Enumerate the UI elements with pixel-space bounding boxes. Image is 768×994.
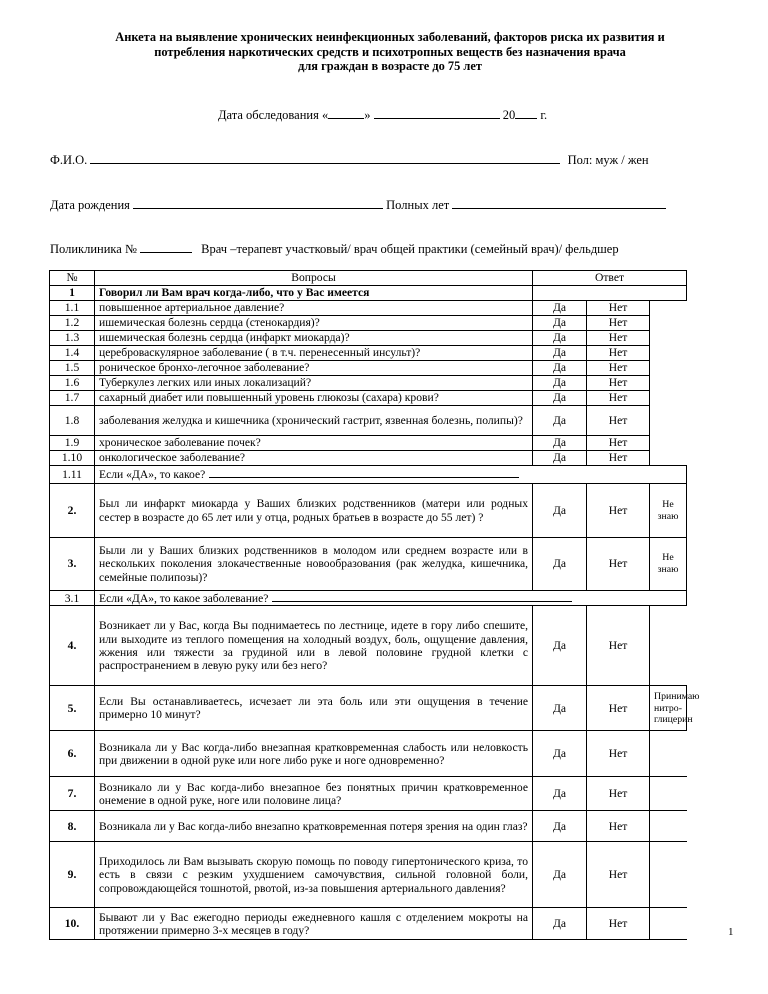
answer-yes[interactable]: Да bbox=[533, 361, 587, 376]
question-text: Если Вы останавливаетесь, исчезает ли эта боль или эти ощущения в течение примерно 10 минут? bbox=[95, 686, 533, 731]
answer-no[interactable]: Нет bbox=[587, 484, 650, 538]
answer-yes[interactable]: Да bbox=[533, 346, 587, 361]
answer-empty bbox=[650, 436, 687, 451]
col-header-number: № bbox=[50, 271, 95, 286]
exam-date-line: Дата обследования « » 20 г. bbox=[218, 108, 548, 122]
answer-empty bbox=[650, 406, 687, 436]
age-field[interactable] bbox=[452, 197, 666, 209]
title-line-3: для граждан в возрасте до 75 лет bbox=[298, 59, 482, 73]
title-line-2: потребления наркотических средств и психотропных веществ без назначения врача bbox=[154, 44, 626, 59]
question-text: повышенное артериальное давление? bbox=[95, 301, 533, 316]
answer-yes[interactable]: Да bbox=[533, 316, 587, 331]
answer-yes[interactable]: Да bbox=[533, 731, 587, 777]
answer-no[interactable]: Нет bbox=[587, 842, 650, 908]
table-row bbox=[50, 908, 687, 940]
table-row bbox=[50, 391, 687, 406]
table-row bbox=[50, 466, 687, 484]
table-row bbox=[50, 842, 687, 908]
answer-no[interactable]: Нет bbox=[587, 346, 650, 361]
answer-empty bbox=[650, 391, 687, 406]
question-number: 1.5 bbox=[50, 361, 95, 376]
answer-no[interactable]: Нет bbox=[587, 301, 650, 316]
specify-row bbox=[95, 466, 687, 484]
question-number: 1.6 bbox=[50, 376, 95, 391]
question-number: 1.2 bbox=[50, 316, 95, 331]
specify-field[interactable] bbox=[209, 467, 519, 478]
answer-no[interactable]: Нет bbox=[587, 908, 650, 940]
question-text: заболевания желудка и кишечника (хронический гастрит, язвенная болезнь, полипы)? bbox=[95, 406, 533, 436]
answer-yes[interactable]: Да bbox=[533, 777, 587, 811]
answer-yes[interactable]: Да bbox=[533, 331, 587, 346]
question-number: 3.1 bbox=[50, 591, 95, 606]
answer-empty bbox=[650, 451, 687, 466]
question-text: онкологическое заболевание? bbox=[95, 451, 533, 466]
question-text: Возникала ли у Вас когда-либо внезапная кратковременная слабость или неловкость при движении в одной руке или ноге либо руке и ноге одновременно? bbox=[95, 731, 533, 777]
exam-date-label: Дата обследования « bbox=[218, 108, 329, 122]
question-text: ишемическая болезнь сердца (инфаркт миокарда)? bbox=[95, 331, 533, 346]
answer-yes[interactable]: Да bbox=[533, 811, 587, 842]
question-number: 2. bbox=[50, 484, 95, 538]
question-text: Если «ДА», то какое заболевание? bbox=[99, 592, 269, 605]
question-text: ишемическая болезнь сердца (стенокардия)? bbox=[95, 316, 533, 331]
question-number: 1.8 bbox=[50, 406, 95, 436]
answer-yes[interactable]: Да bbox=[533, 538, 587, 591]
table-row bbox=[50, 606, 687, 686]
question-number: 4. bbox=[50, 606, 95, 686]
question-number: 1.1 bbox=[50, 301, 95, 316]
question-text: Приходилось ли Вам вызывать скорую помощь по поводу гипертонического криза, то есть в связи с резким ухудшением самочувствия, сильной головной боли, сопровождающейся тошнотой, рвотой, из-за повышения артериального давления? bbox=[95, 842, 533, 908]
table-row bbox=[50, 316, 687, 331]
exam-year-field[interactable] bbox=[515, 107, 537, 119]
question-text: Говорил ли Вам врач когда-либо, что у Вас имеется bbox=[95, 286, 533, 301]
specify-field[interactable] bbox=[272, 591, 572, 602]
table-row bbox=[50, 777, 687, 811]
table-row bbox=[50, 591, 687, 606]
answer-no[interactable]: Нет bbox=[587, 316, 650, 331]
age-label: Полных лет bbox=[386, 198, 450, 212]
question-number: 8. bbox=[50, 811, 95, 842]
table-row bbox=[50, 301, 687, 316]
answer-blank bbox=[533, 286, 687, 301]
answer-yes[interactable]: Да bbox=[533, 484, 587, 538]
question-text: цереброваскулярное заболевание ( в т.ч. перенесенный инсульт)? bbox=[95, 346, 533, 361]
question-number: 1.3 bbox=[50, 331, 95, 346]
question-number: 1.10 bbox=[50, 451, 95, 466]
answer-empty bbox=[650, 606, 687, 686]
answer-empty bbox=[650, 331, 687, 346]
question-number: 1.7 bbox=[50, 391, 95, 406]
question-text: Туберкулез легких или иных локализаций? bbox=[95, 376, 533, 391]
answer-no[interactable]: Нет bbox=[587, 606, 650, 686]
table-row bbox=[50, 731, 687, 777]
question-text: Возникало ли у Вас когда-либо внезапное без понятных причин кратковременное онемение в одной руке, ноге или половине лица? bbox=[95, 777, 533, 811]
fio-label: Ф.И.О. bbox=[50, 153, 88, 167]
table-row bbox=[50, 811, 687, 842]
birth-label: Дата рождения bbox=[50, 198, 130, 212]
answer-dont-know[interactable]: Не знаю bbox=[650, 538, 687, 591]
col-header-answer: Ответ bbox=[533, 271, 687, 286]
answer-yes[interactable]: Да bbox=[533, 436, 587, 451]
question-text: Если «ДА», то какое? bbox=[99, 468, 206, 482]
answer-empty bbox=[650, 731, 687, 777]
answer-yes[interactable]: Да bbox=[533, 842, 587, 908]
answer-yes[interactable]: Да bbox=[533, 406, 587, 436]
question-text: Был ли инфаркт миокарда у Ваших близких родственников (матери или родных сестер в возрасте до 65 лет или у отца, родных братьев в возрасте до 55 лет) ? bbox=[95, 484, 533, 538]
question-number: 5. bbox=[50, 686, 95, 731]
fio-field[interactable] bbox=[90, 152, 560, 164]
specify-row bbox=[95, 591, 687, 606]
question-text: Бывают ли у Вас ежегодно периоды ежедневного кашля с отделением мокроты на протяжении примерно 3-х месяцев в году? bbox=[95, 908, 533, 940]
table-row bbox=[50, 361, 687, 376]
nitroglycerin-label-part: Принимаю bbox=[654, 690, 700, 702]
answer-yes[interactable]: Да bbox=[533, 606, 587, 686]
sex-label: Пол: муж / жен bbox=[567, 153, 649, 167]
answer-yes[interactable]: Да bbox=[533, 686, 587, 731]
clinic-line bbox=[50, 241, 619, 257]
answer-no[interactable]: Нет bbox=[587, 331, 650, 346]
answer-no[interactable]: Нет bbox=[587, 777, 650, 811]
question-number: 1.4 bbox=[50, 346, 95, 361]
table-row bbox=[50, 686, 687, 731]
table-row bbox=[50, 331, 687, 346]
question-text: роническое бронхо-легочное заболевание? bbox=[95, 361, 533, 376]
answer-yes[interactable]: Да bbox=[533, 391, 587, 406]
question-text: Были ли у Ваших близких родственников в молодом или среднем возрасте или в нескольких поколения злокачественные новообразования (рак желудка, кишечника, семейные полипозы)? bbox=[95, 538, 533, 591]
answer-empty bbox=[650, 842, 687, 908]
form-title bbox=[40, 30, 740, 74]
question-text: сахарный диабет или повышенный уровень глюкозы (сахара) крови? bbox=[95, 391, 533, 406]
questionnaire-table bbox=[49, 270, 700, 940]
table-row bbox=[50, 286, 687, 301]
table-header-row bbox=[50, 271, 687, 286]
clinic-number-field[interactable] bbox=[140, 241, 192, 253]
answer-no[interactable]: Нет bbox=[587, 376, 650, 391]
page-number: 1 bbox=[728, 926, 734, 938]
answer-empty bbox=[650, 908, 687, 940]
answer-no[interactable]: Нет bbox=[587, 686, 650, 731]
question-number: 6. bbox=[50, 731, 95, 777]
nitroglycerin-label-part: глицерин bbox=[654, 714, 693, 726]
question-number: 9. bbox=[50, 842, 95, 908]
answer-dont-know[interactable]: Не знаю bbox=[650, 484, 687, 538]
answer-empty bbox=[650, 316, 687, 331]
answer-no[interactable]: Нет bbox=[587, 391, 650, 406]
answer-empty bbox=[650, 301, 687, 316]
table-row bbox=[50, 484, 687, 538]
answer-empty bbox=[650, 346, 687, 361]
answer-yes[interactable]: Да bbox=[533, 376, 587, 391]
question-number: 1.11 bbox=[50, 466, 95, 484]
nitroglycerin-label-part: нитро- bbox=[654, 702, 682, 714]
col-header-questions: Вопросы bbox=[95, 271, 533, 286]
answer-no[interactable]: Нет bbox=[587, 811, 650, 842]
clinic-label: Поликлиника № bbox=[50, 242, 137, 256]
question-text: Возникала ли у Вас когда-либо внезапно кратковременная потеря зрения на один глаз? bbox=[95, 811, 533, 842]
answer-no[interactable]: Нет bbox=[587, 436, 650, 451]
question-number: 3. bbox=[50, 538, 95, 591]
table-row bbox=[50, 406, 687, 436]
table-row bbox=[50, 376, 687, 391]
answer-no[interactable]: Нет bbox=[587, 731, 650, 777]
exam-day-field[interactable] bbox=[328, 107, 364, 119]
table-row bbox=[50, 346, 687, 361]
answer-yes[interactable]: Да bbox=[533, 908, 587, 940]
table-row bbox=[50, 451, 687, 466]
birth-line bbox=[50, 197, 666, 213]
table-row bbox=[50, 538, 687, 591]
birth-date-field[interactable] bbox=[133, 197, 383, 209]
title-line-1: Анкета на выявление хронических неинфекционных заболеваний, факторов риска их развития и bbox=[115, 30, 665, 44]
question-number: 1 bbox=[50, 286, 95, 301]
answer-no[interactable]: Нет bbox=[587, 406, 650, 436]
answer-nitroglycerin[interactable] bbox=[650, 686, 700, 731]
answer-empty bbox=[650, 361, 687, 376]
answer-empty bbox=[650, 376, 687, 391]
table-row bbox=[50, 436, 687, 451]
question-text: хроническое заболевание почек? bbox=[95, 436, 533, 451]
question-text: Возникает ли у Вас, когда Вы поднимаетесь по лестнице, идете в гору либо спешите, или выходите из теплого помещения на холодный воздух, боль, ощущение давления, жжения или тяжести за грудиной или в левой половине грудной клетки с распространением в левую руку или без него? bbox=[95, 606, 533, 686]
question-number: 7. bbox=[50, 777, 95, 811]
answer-no[interactable]: Нет bbox=[587, 538, 650, 591]
answer-yes[interactable]: Да bbox=[533, 451, 587, 466]
doctor-label: Врач –терапевт участковый/ врач общей практики (семейный врач)/ фельдшер bbox=[201, 242, 619, 256]
answer-no[interactable]: Нет bbox=[587, 451, 650, 466]
question-number: 1.9 bbox=[50, 436, 95, 451]
question-number: 10. bbox=[50, 908, 95, 940]
answer-no[interactable]: Нет bbox=[587, 361, 650, 376]
fio-line bbox=[50, 152, 649, 168]
answer-empty bbox=[650, 777, 687, 811]
exam-month-field[interactable] bbox=[374, 107, 500, 119]
answer-yes[interactable]: Да bbox=[533, 301, 587, 316]
answer-empty bbox=[650, 811, 687, 842]
